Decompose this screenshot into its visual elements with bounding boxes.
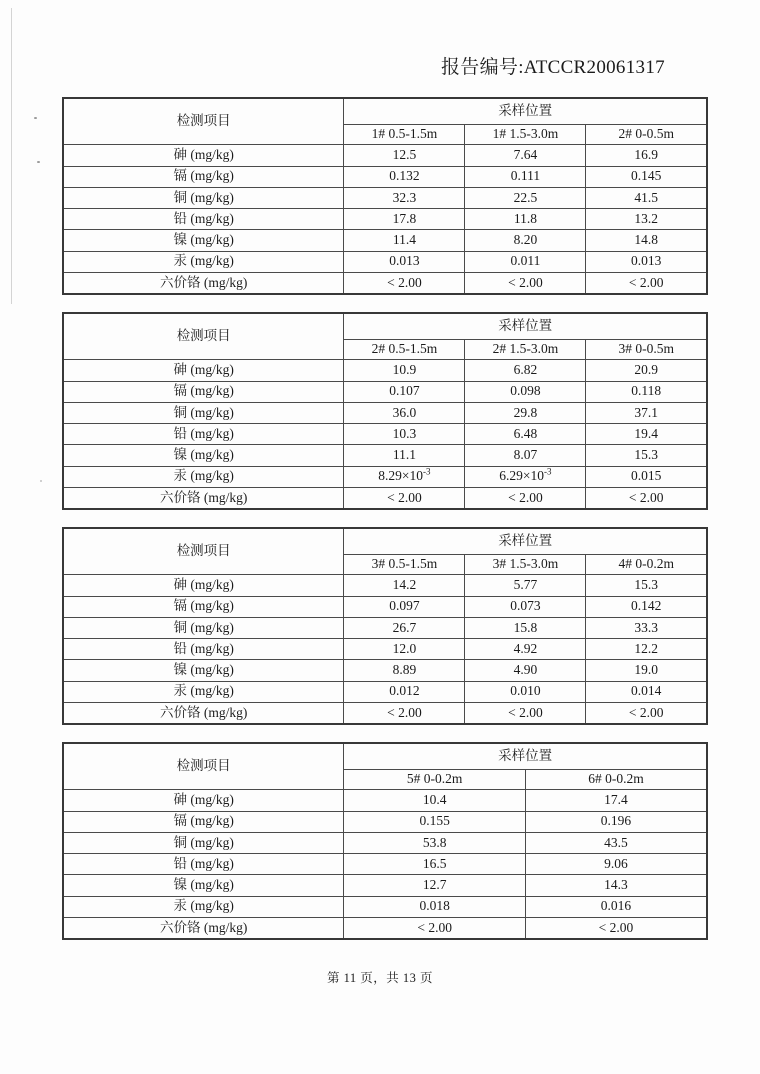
table-row [63,230,707,251]
table-row [63,832,707,853]
item-cell: 铜 (mg/kg) [63,402,344,423]
item-cell: 汞 (mg/kg) [63,466,344,487]
item-column-header: 检测项目 [63,743,344,790]
value-cell: 0.098 [465,381,586,402]
value-cell: 12.5 [344,145,465,166]
value-cell: 16.9 [586,145,707,166]
value-cell: 0.196 [525,811,707,832]
item-cell: 铅 (mg/kg) [63,424,344,445]
location-group-header: 采样位置 [344,313,707,339]
value-cell: < 2.00 [344,488,465,509]
location-header-cell: 2# 1.5-3.0m [465,339,586,359]
value-cell: < 2.00 [586,488,707,509]
value-cell: 10.4 [344,790,526,811]
table-row [63,790,707,811]
item-cell: 镉 (mg/kg) [63,596,344,617]
table-row [63,445,707,466]
location-group-header: 采样位置 [344,743,707,769]
table-row [63,660,707,681]
value-cell: 0.145 [586,166,707,187]
value-cell: $8.29\times 10^{-3}$ [344,466,465,487]
scan-speck [40,480,42,482]
table-row [63,381,707,402]
value-cell: 43.5 [525,832,707,853]
value-cell: < 2.00 [344,273,465,294]
location-group-header: 采样位置 [344,98,707,124]
item-cell: 镉 (mg/kg) [63,166,344,187]
item-cell: 汞 (mg/kg) [63,681,344,702]
item-cell: 镍 (mg/kg) [63,230,344,251]
value-cell: 0.073 [465,596,586,617]
table-row [63,639,707,660]
value-cell: 17.4 [525,790,707,811]
sample-results-table [62,742,708,940]
value-cell: 0.097 [344,596,465,617]
table-header-row [63,313,707,339]
value-cell: 11.8 [465,209,586,230]
value-cell: 13.2 [586,209,707,230]
value-cell: $6.29\times 10^{-3}$ [465,466,586,487]
location-header-cell: 5# 0-0.2m [344,769,526,789]
value-cell: 0.142 [586,596,707,617]
table-row [63,166,707,187]
value-cell: 0.015 [586,466,707,487]
item-cell: 铜 (mg/kg) [63,187,344,208]
value-cell: 6.48 [465,424,586,445]
table-row [63,145,707,166]
value-cell: 12.0 [344,639,465,660]
value-cell: 0.111 [465,166,586,187]
table-row [63,424,707,445]
item-cell: 铅 (mg/kg) [63,639,344,660]
item-column-header: 检测项目 [63,528,344,575]
item-cell: 镍 (mg/kg) [63,875,344,896]
value-cell: < 2.00 [465,273,586,294]
value-cell: 8.07 [465,445,586,466]
value-cell: 15.3 [586,575,707,596]
item-cell: 砷 (mg/kg) [63,145,344,166]
table-row [63,596,707,617]
item-cell: 六价铬 (mg/kg) [63,488,344,509]
table-row [63,466,707,487]
sample-results-table [62,312,708,510]
table-row [63,918,707,939]
table-row [63,187,707,208]
table-row [63,617,707,638]
value-cell: 0.155 [344,811,526,832]
item-cell: 汞 (mg/kg) [63,896,344,917]
table-row [63,575,707,596]
location-header-cell: 2# 0.5-1.5m [344,339,465,359]
item-cell: 镍 (mg/kg) [63,445,344,466]
value-cell: 22.5 [465,187,586,208]
location-header-cell: 1# 1.5-3.0m [465,124,586,144]
location-header-cell: 4# 0-0.2m [586,554,707,574]
value-cell: < 2.00 [525,918,707,939]
scan-speck [34,117,37,119]
value-cell: 6.82 [465,360,586,381]
item-cell: 镍 (mg/kg) [63,660,344,681]
value-cell: 0.118 [586,381,707,402]
table-row [63,896,707,917]
item-cell: 汞 (mg/kg) [63,251,344,272]
value-cell: 32.3 [344,187,465,208]
value-cell: 0.016 [525,896,707,917]
value-cell: 10.9 [344,360,465,381]
value-cell: 0.012 [344,681,465,702]
value-cell: 7.64 [465,145,586,166]
table-header-row [63,528,707,554]
location-group-header: 采样位置 [344,528,707,554]
value-cell: 26.7 [344,617,465,638]
value-cell: 19.4 [586,424,707,445]
value-cell: 10.3 [344,424,465,445]
value-cell: 20.9 [586,360,707,381]
value-cell: 19.0 [586,660,707,681]
table-row [63,875,707,896]
value-cell: 11.4 [344,230,465,251]
table-row [63,811,707,832]
value-cell: 29.8 [465,402,586,423]
value-cell: 0.132 [344,166,465,187]
value-cell: 5.77 [465,575,586,596]
value-cell: 0.013 [586,251,707,272]
value-cell: 14.3 [525,875,707,896]
table-row [63,488,707,509]
value-cell: 8.20 [465,230,586,251]
value-cell: 17.8 [344,209,465,230]
table-row [63,681,707,702]
value-cell: 12.2 [586,639,707,660]
table-row [63,209,707,230]
scan-speck [37,161,40,163]
value-cell: 0.013 [344,251,465,272]
value-cell: 14.8 [586,230,707,251]
value-cell: 14.2 [344,575,465,596]
item-cell: 砷 (mg/kg) [63,360,344,381]
item-cell: 砷 (mg/kg) [63,575,344,596]
table-header-row [63,743,707,769]
sample-results-table [62,97,708,295]
value-cell: < 2.00 [465,488,586,509]
value-cell: 12.7 [344,875,526,896]
value-cell: 0.107 [344,381,465,402]
location-header-cell: 6# 0-0.2m [525,769,707,789]
item-cell: 铅 (mg/kg) [63,854,344,875]
item-column-header: 检测项目 [63,98,344,145]
location-header-cell: 1# 0.5-1.5m [344,124,465,144]
table-row [63,251,707,272]
value-cell: 53.8 [344,832,526,853]
value-cell: 41.5 [586,187,707,208]
sample-results-table [62,527,708,725]
value-cell: 15.3 [586,445,707,466]
item-cell: 铜 (mg/kg) [63,832,344,853]
value-cell: 15.8 [465,617,586,638]
value-cell: 0.010 [465,681,586,702]
table-row [63,703,707,724]
item-cell: 砷 (mg/kg) [63,790,344,811]
report-number: 报告编号:ATCCR20061317 [441,57,665,78]
location-header-cell: 2# 0-0.5m [586,124,707,144]
table-header-row [63,98,707,124]
value-cell: 4.92 [465,639,586,660]
value-cell: 0.018 [344,896,526,917]
table-row [63,402,707,423]
value-cell: < 2.00 [344,703,465,724]
item-cell: 铜 (mg/kg) [63,617,344,638]
page-footer: 第 11 页，共 13 页 [326,971,434,985]
value-cell: < 2.00 [344,918,526,939]
value-cell: < 2.00 [465,703,586,724]
item-cell: 铅 (mg/kg) [63,209,344,230]
location-header-cell: 3# 0-0.5m [586,339,707,359]
value-cell: 0.011 [465,251,586,272]
location-header-cell: 3# 0.5-1.5m [344,554,465,574]
value-cell: 11.1 [344,445,465,466]
table-row [63,273,707,294]
value-cell: 36.0 [344,402,465,423]
item-cell: 六价铬 (mg/kg) [63,918,344,939]
value-cell: 8.89 [344,660,465,681]
value-cell: 9.06 [525,854,707,875]
location-header-cell: 3# 1.5-3.0m [465,554,586,574]
value-cell: 0.014 [586,681,707,702]
value-cell: < 2.00 [586,703,707,724]
tables-container [62,97,708,957]
item-column-header: 检测项目 [63,313,344,360]
value-cell: < 2.00 [586,273,707,294]
item-cell: 镉 (mg/kg) [63,811,344,832]
item-cell: 镉 (mg/kg) [63,381,344,402]
table-row [63,854,707,875]
table-row [63,360,707,381]
scan-artifact-line [11,8,12,304]
value-cell: 4.90 [465,660,586,681]
value-cell: 33.3 [586,617,707,638]
value-cell: 16.5 [344,854,526,875]
item-cell: 六价铬 (mg/kg) [63,273,344,294]
item-cell: 六价铬 (mg/kg) [63,703,344,724]
value-cell: 37.1 [586,402,707,423]
